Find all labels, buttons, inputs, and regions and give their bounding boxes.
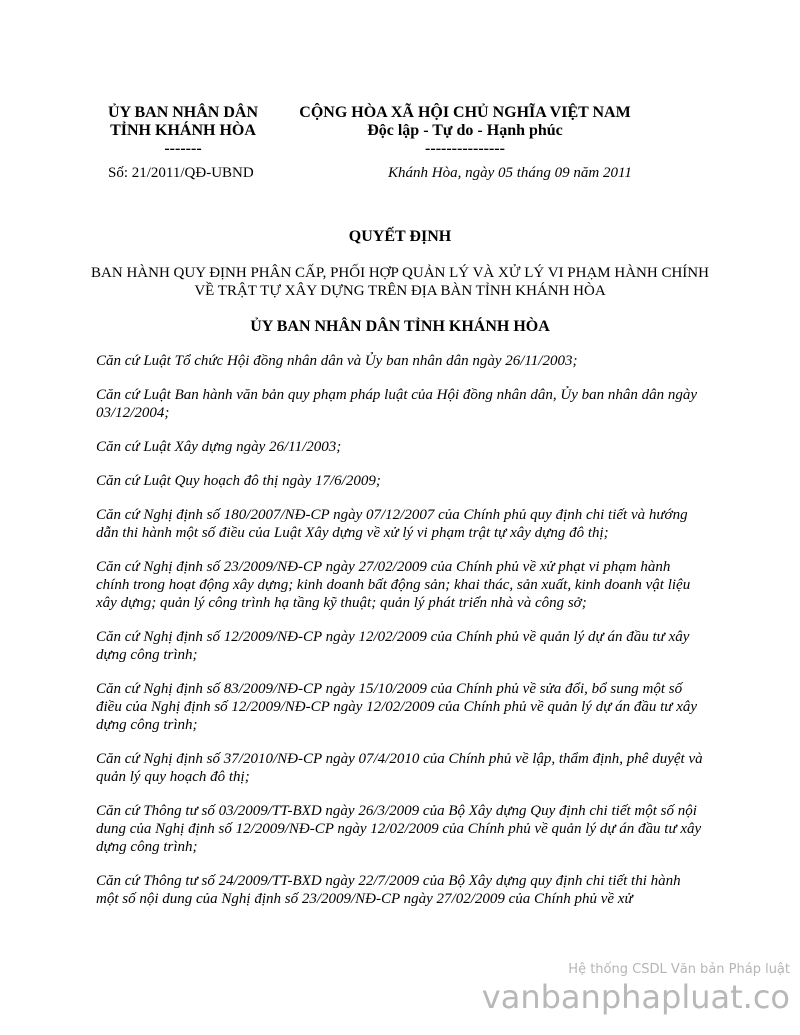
site-watermark: [482, 962, 790, 1016]
legal-basis-item: Căn cứ Nghị định số 83/2009/NĐ-CP ngày 15/10/2009 của Chính phủ về sửa đổi, bổ sung một số điều của Nghị định số 12/2009/NĐ-CP ngày 12/02/2009 của Chính phủ về quản lý dự án đầu tư xây dựng công trình;: [96, 681, 698, 733]
issuing-authority-block: [78, 104, 288, 158]
country-name: CỘNG HÒA XÃ HỘI CHỦ NGHĨA VIỆT NAM: [299, 104, 631, 121]
legal-basis-item: Căn cứ Nghị định số 12/2009/NĐ-CP ngày 12/02/2009 của Chính phủ về quản lý dự án đầu tư xây dựng công trình;: [96, 629, 690, 663]
national-motto-block: [290, 104, 640, 158]
issuer-divider: -------: [164, 140, 202, 157]
document-title: QUYẾT ĐỊNH: [348, 228, 452, 245]
issuer-line-1: ỦY BAN NHÂN DÂN: [107, 104, 259, 121]
legal-basis-item: Căn cứ Thông tư số 24/2009/TT-BXD ngày 22/7/2009 của Bộ Xây dựng quy định chi tiết thi hành một số nội dung của Nghị định số 23/2009/NĐ-CP ngày 27/02/2009 của Chính phủ về xử: [96, 873, 681, 907]
document-date: Khánh Hòa, ngày 05 tháng 09 năm 2011: [388, 165, 632, 181]
legal-basis-item: Căn cứ Nghị định số 23/2009/NĐ-CP ngày 27/02/2009 của Chính phủ về xử phạt vi phạm hành chính trong hoạt động xây dựng; kinh doanh bất động sản; khai thác, sản xuất, kinh doanh vật liệu xây dựng; quản lý công trình hạ tầng kỹ thuật; quản lý phát triển nhà và công sở;: [96, 559, 691, 611]
watermark-caption: Hệ thống CSDL Văn bản Pháp luật: [568, 962, 790, 977]
legal-basis-item: Căn cứ Luật Tổ chức Hội đồng nhân dân và Ủy ban nhân dân ngày 26/11/2003;: [96, 353, 578, 369]
document-subtitle: BAN HÀNH QUY ĐỊNH PHÂN CẤP, PHỐI HỢP QUẢN LÝ VÀ XỬ LÝ VI PHẠM HÀNH CHÍNH VỀ TRẬT TỰ XÂY DỰNG TRÊN ĐỊA BÀN TỈNH KHÁNH HÒA: [91, 265, 709, 299]
legal-basis-item: Căn cứ Luật Xây dựng ngày 26/11/2003;: [96, 439, 342, 455]
motto: Độc lập - Tự do - Hạnh phúc: [367, 122, 563, 139]
motto-divider: ---------------: [425, 140, 505, 157]
legal-basis-item: Căn cứ Luật Ban hành văn bản quy phạm pháp luật của Hội đồng nhân dân, Ủy ban nhân dân ngày 03/12/2004;: [96, 387, 698, 421]
issuer-line-2: TỈNH KHÁNH HÒA: [110, 122, 256, 139]
legal-basis-list: [96, 352, 706, 924]
document-number: Số: 21/2011/QĐ-UBND: [108, 165, 254, 181]
legal-basis-item: Căn cứ Nghị định số 180/2007/NĐ-CP ngày 07/12/2007 của Chính phủ quy định chi tiết và hướng dẫn thi hành một số điều của Luật Xây dựng về xử lý vi phạm trật tự xây dựng đô thị;: [96, 507, 688, 541]
decision-authority: ỦY BAN NHÂN DÂN TỈNH KHÁNH HÒA: [250, 318, 550, 335]
watermark-domain: vanbanphapluat.co: [481, 978, 790, 1016]
legal-basis-item: Căn cứ Thông tư số 03/2009/TT-BXD ngày 26/3/2009 của Bộ Xây dựng Quy định chi tiết một số nội dung của Nghị định số 12/2009/NĐ-CP ngày 12/02/2009 của Chính phủ về quản lý dự án đầu tư xây dựng công trình;: [96, 803, 702, 855]
legal-basis-item: Căn cứ Nghị định số 37/2010/NĐ-CP ngày 07/4/2010 của Chính phủ về lập, thẩm định, phê duyệt và quản lý quy hoạch đô thị;: [96, 751, 703, 785]
legal-basis-item: Căn cứ Luật Quy hoạch đô thị ngày 17/6/2009;: [96, 473, 381, 489]
